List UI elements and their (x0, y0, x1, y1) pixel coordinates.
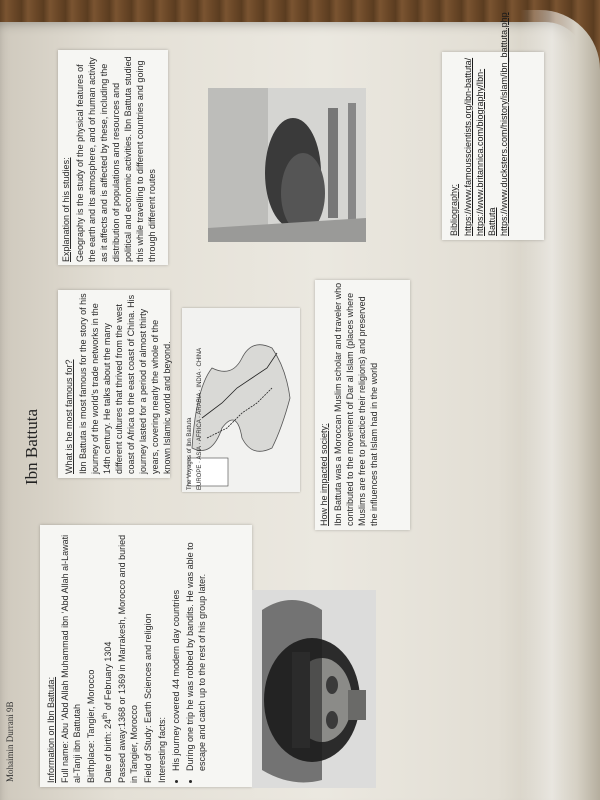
bibliography-link[interactable]: https://www.famousscientists.org/ibn-battuta/ (463, 57, 473, 236)
map-label: ARABIA (197, 392, 203, 415)
fact-item: • During one trip he was robbed by bandits. He was able to escape and catch up to the rest of his group later. (184, 528, 208, 771)
map-label: ASIA (197, 446, 203, 460)
map-label: AFRICA (197, 419, 203, 442)
info-heading: Information on Ibn Battuta: (46, 676, 56, 783)
facts-list (170, 528, 208, 783)
portrait-photo (252, 590, 376, 788)
famous-card-text (63, 292, 175, 474)
dob-suffix: of February 1304 (103, 641, 113, 713)
map-label: INDIA (197, 371, 203, 388)
info-full-name: Full name: Abu ‘Abd Allah Muhammad ibn ‘Abd Allah al-Lawati al-Tanji ibn Battutah (60, 534, 82, 783)
map-label: CHINA (197, 347, 203, 367)
info-card-text (45, 528, 210, 783)
society-heading: How he impacted society: (319, 423, 329, 526)
map-label: EUROPE (197, 464, 203, 490)
portrait-image (252, 590, 376, 788)
bibliography-link[interactable]: https://www.ducksters.com/history/islam/ibn_battuta.php (499, 12, 509, 236)
map-caption: The Voyages of Ibn Battuta (187, 417, 193, 490)
studies-card-text (60, 52, 160, 262)
map-labels: The Voyages of Ibn Battuta EUROPE · ASIA · AFRICA · ARABIA · INDIA · CHINA (186, 310, 204, 490)
info-birthplace: Birthplace: Tangier, Morocco (86, 669, 96, 783)
info-dob (99, 528, 114, 783)
bibliography-heading: Bibliography: (449, 183, 459, 236)
society-body: Ibn Battuta was a Moroccan Muslim scholar and traveler who contributed to the movement of Dar al Islam (places where Muslims are free to practice their religions) and preserved the influences that Islam had in the world (333, 282, 379, 526)
info-field: Field of Study: Earth Sciences and religion (143, 613, 153, 783)
info-facts-label: Interesting facts: (157, 716, 167, 783)
famous-heading: What is he most famous for? (64, 359, 74, 474)
bibliography-link[interactable]: https://www.britannica.com/biography/Ibn-Battuta (475, 68, 497, 236)
studies-body: Geography is the study of the physical features of the earth and its atmosphere, and of human activity as it affects and is affected by these, including the distribution of populations and resources and political and economic activities. Ibn Battuta studied this while travelling to different countries and going through different routes (75, 56, 157, 262)
travel-image (208, 88, 366, 242)
bibliography-text (448, 12, 510, 236)
studies-heading: Explanation of his studies: (61, 157, 71, 262)
student-name: Mohaimin Durrani 9B (5, 701, 15, 782)
dob-prefix: Date of birth: 24 (103, 718, 113, 783)
poster-title: Ibn Battuta (22, 408, 41, 485)
society-card-text (318, 282, 382, 526)
travel-photo (208, 88, 366, 242)
fact-item: • His journey covered 44 modern day countries (170, 528, 182, 771)
dob-sup: th (100, 712, 109, 719)
famous-body: Ibn Battuta is most famous for the story of his journey of the world's trade networks in the 14th century. He talks about the many different cultures that thrived from the west coast of Africa to the east coast of China. His journey lasted for a period of almost thirty years, covering nearly the whole of the known Islamic world and beyond. (78, 293, 172, 474)
info-passed-away: Passed away:1368 or 1369 in Marrakesh, Morocco and buried in Tangier, Morocco (117, 534, 139, 783)
